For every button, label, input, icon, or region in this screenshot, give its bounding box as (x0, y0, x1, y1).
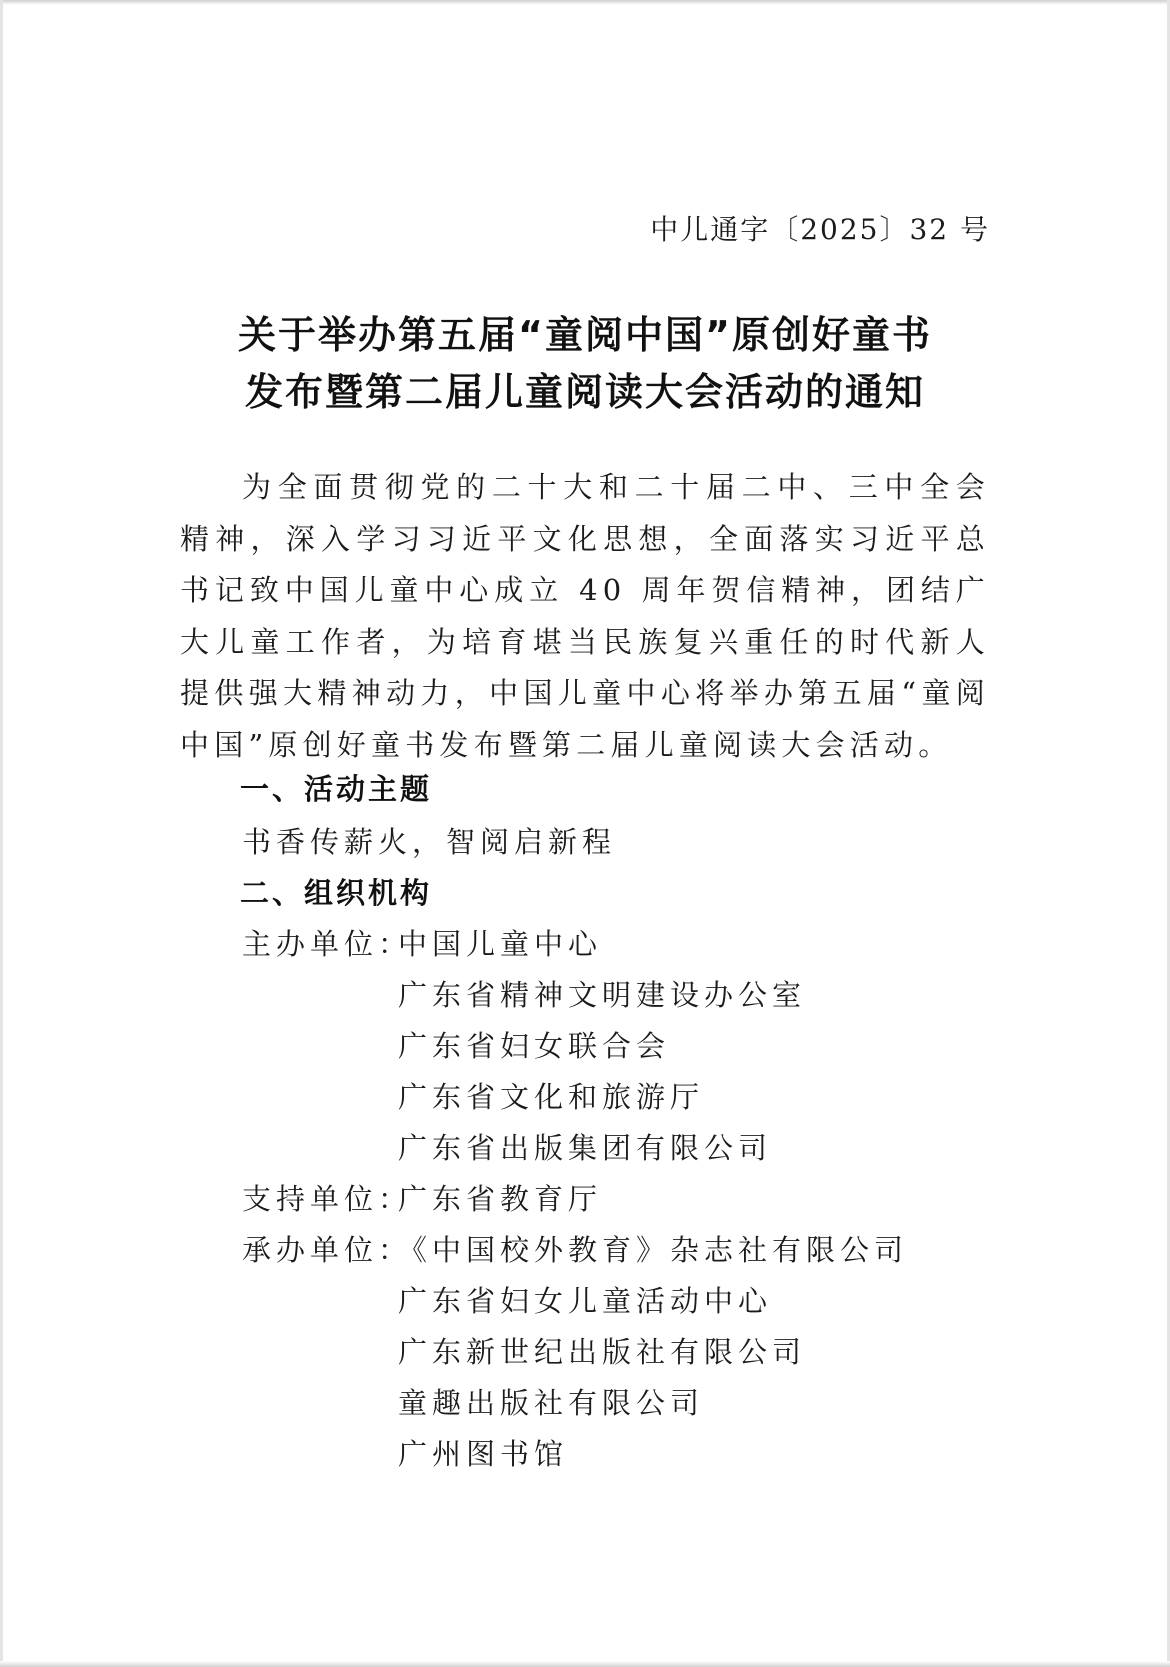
organizer-unit: 广东省妇女儿童活动中心 (398, 1284, 773, 1318)
page-edge-bottom (0, 1661, 1170, 1667)
title-line-1: 关于举办第五届“童阅中国”原创好童书 (238, 313, 932, 357)
title-line-2: 发布暨第二届儿童阅读大会活动的通知 (244, 370, 925, 414)
support-label: 支持单位： (242, 1182, 413, 1216)
host-unit: 广东省文化和旅游厅 (398, 1080, 705, 1114)
organizer-unit: 《中国校外教育》杂志社有限公司 (398, 1233, 909, 1267)
support-unit: 广东省教育厅 (398, 1182, 603, 1216)
host-unit: 广东省妇女联合会 (398, 1029, 671, 1063)
host-unit: 中国儿童中心 (398, 927, 603, 961)
host-unit: 广东省精神文明建设办公室 (398, 978, 807, 1012)
organizer-unit: 童趣出版社有限公司 (398, 1386, 705, 1420)
organizer-unit: 广州图书馆 (398, 1437, 569, 1471)
document-number: 中儿通字〔2025〕32 号 (650, 213, 990, 246)
host-label: 主办单位： (242, 927, 413, 961)
host-unit: 广东省出版集团有限公司 (398, 1131, 773, 1165)
section-2-heading: 二、组织机构 (240, 876, 433, 910)
organizer-unit: 广东新世纪出版社有限公司 (398, 1335, 807, 1369)
organizer-label: 承办单位： (242, 1233, 413, 1267)
intro-paragraph: 为全面贯彻党的二十大和二十届二中、三中全会精神，深入学习习近平文化思想，全面落实习近平总书记致中国儿童中心成立 40 周年贺信精神，团结广大儿童工作者，为培育堪当民族复兴重任的时代新人提供强大精神动力，中国儿童中心将举办第五届“童阅中国”原创好童书发布暨第二届儿童阅读大会活动。 (180, 470, 990, 762)
page-edge-top (0, 0, 1170, 5)
page-edge-left (0, 0, 3, 1667)
activity-theme-text: 书香传薪火，智阅启新程 (242, 825, 617, 859)
section-1-heading: 一、活动主题 (240, 772, 433, 806)
